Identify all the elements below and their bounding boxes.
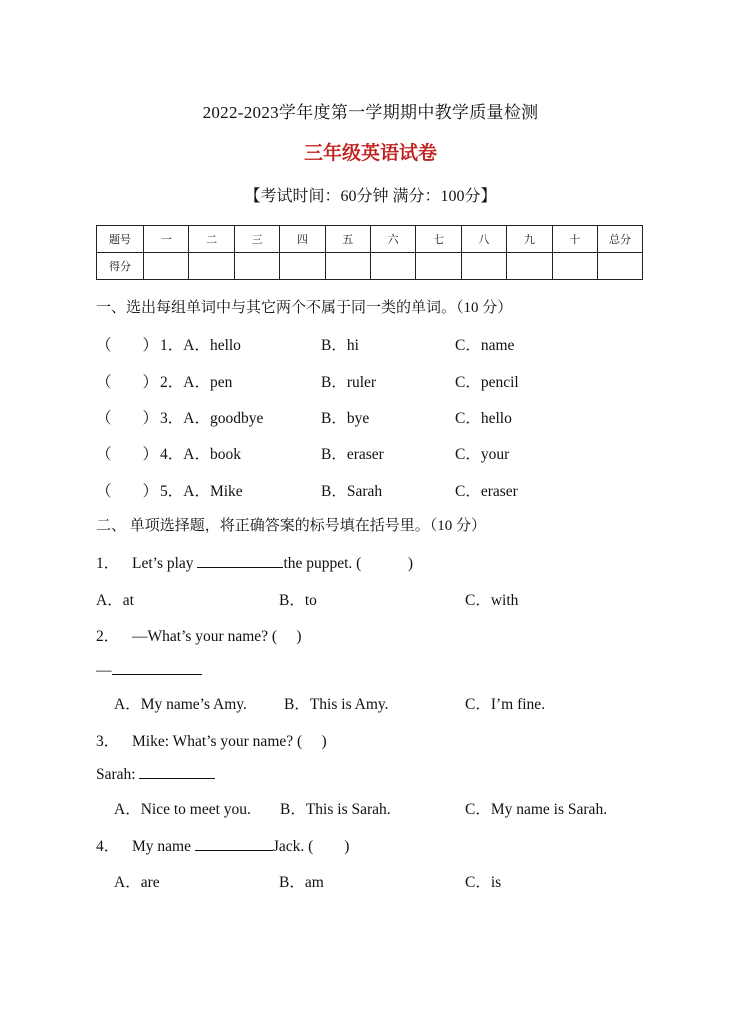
exam-subtitle: 三年级英语试卷 xyxy=(303,143,437,164)
answer-paren[interactable]: （ ） xyxy=(96,337,159,354)
reply-line xyxy=(96,660,202,680)
question-text-pre: My name xyxy=(132,838,195,855)
score-table-cell: 二 xyxy=(189,226,234,253)
score-table-score-row xyxy=(97,253,643,280)
score-cell-blank[interactable] xyxy=(461,253,506,280)
score-table-header-row xyxy=(97,226,643,253)
option-c: C．with xyxy=(465,592,519,609)
option-b: B．to xyxy=(279,592,317,609)
option-c: C．is xyxy=(465,874,502,891)
score-table-cell: 七 xyxy=(416,226,461,253)
question-option-a: 4．A．book xyxy=(160,446,241,463)
score-cell-blank[interactable] xyxy=(416,253,461,280)
score-cell-blank[interactable] xyxy=(144,253,189,280)
option-a: A．at xyxy=(96,592,134,609)
question-option-a: 1．A．hello xyxy=(160,337,241,354)
question-number: 1． xyxy=(96,555,120,572)
option-b: B．This is Amy. xyxy=(284,696,389,713)
question-option-c: C．eraser xyxy=(455,483,518,500)
score-table-cell: 总分 xyxy=(598,226,643,253)
score-table-cell: 题号 xyxy=(97,226,144,253)
reply-dash: — xyxy=(96,662,112,679)
answer-blank[interactable] xyxy=(195,836,273,851)
question-text: —What’s your name? ( ) xyxy=(132,628,302,645)
option-a: A．My name’s Amy. xyxy=(114,696,247,713)
question-option-a: 2．A．pen xyxy=(160,374,233,391)
exam-info: 【考试时间：60分钟 满分：100分】 xyxy=(244,188,497,205)
score-cell-blank[interactable] xyxy=(325,253,370,280)
score-table-cell: 八 xyxy=(461,226,506,253)
score-cell-blank[interactable] xyxy=(370,253,415,280)
question-option-c: C．name xyxy=(455,337,515,354)
reply-line xyxy=(96,764,215,784)
section2-heading: 二、 单项选择题，将正确答案的标号填在括号里。（10 分） xyxy=(96,518,487,534)
question-text-post: the puppet. ( ) xyxy=(283,555,414,572)
score-table xyxy=(96,225,643,280)
reply-speaker: Sarah: xyxy=(96,766,140,783)
score-table-cell: 五 xyxy=(325,226,370,253)
question-number: 3． xyxy=(96,733,120,750)
answer-paren[interactable]: （ ） xyxy=(96,446,159,463)
score-table-cell: 四 xyxy=(280,226,325,253)
score-cell-blank[interactable] xyxy=(552,253,597,280)
question-option-c: C．hello xyxy=(455,410,512,427)
score-table-cell: 一 xyxy=(144,226,189,253)
section1-heading: 一、选出每组单词中与其它两个不属于同一类的单词。（10 分） xyxy=(96,300,513,316)
score-cell-blank[interactable] xyxy=(598,253,643,280)
answer-blank[interactable] xyxy=(139,764,215,779)
question-text xyxy=(132,834,349,856)
question-number: 2． xyxy=(96,628,120,645)
score-table-cell: 得分 xyxy=(97,253,144,280)
answer-paren[interactable]: （ ） xyxy=(96,483,159,500)
option-b: B．This is Sarah. xyxy=(280,801,391,818)
score-cell-blank[interactable] xyxy=(189,253,234,280)
question-option-b: B．bye xyxy=(321,410,370,427)
question-number: 4． xyxy=(96,838,120,855)
answer-blank[interactable] xyxy=(197,553,283,568)
score-table-cell: 九 xyxy=(507,226,552,253)
question-option-a: 3．A．goodbye xyxy=(160,410,264,427)
option-a: A．are xyxy=(114,874,160,891)
exam-title: 2022-2023学年度第一学期期中教学质量检测 xyxy=(202,103,539,122)
question-option-b: B．hi xyxy=(321,337,359,354)
score-table-cell: 三 xyxy=(234,226,279,253)
answer-blank[interactable] xyxy=(112,660,202,675)
score-cell-blank[interactable] xyxy=(507,253,552,280)
option-b: B．am xyxy=(279,874,324,891)
question-text-pre: Let’s play xyxy=(132,555,198,572)
option-a: A．Nice to meet you. xyxy=(114,801,251,818)
score-cell-blank[interactable] xyxy=(234,253,279,280)
answer-paren[interactable]: （ ） xyxy=(96,374,159,391)
question-option-b: B．ruler xyxy=(321,374,377,391)
question-option-c: C．your xyxy=(455,446,510,463)
option-c: C．I’m fine. xyxy=(465,696,546,713)
score-table-cell: 六 xyxy=(370,226,415,253)
question-text xyxy=(132,551,413,573)
answer-paren[interactable]: （ ） xyxy=(96,410,159,427)
question-text-post: Jack. ( ) xyxy=(272,838,350,855)
question-option-c: C．pencil xyxy=(455,374,519,391)
question-option-b: B．eraser xyxy=(321,446,384,463)
score-table-cell: 十 xyxy=(552,226,597,253)
score-cell-blank[interactable] xyxy=(280,253,325,280)
option-c: C．My name is Sarah. xyxy=(465,801,608,818)
question-option-b: B．Sarah xyxy=(321,483,383,500)
question-option-a: 5．A．Mike xyxy=(160,483,243,500)
question-text: Mike: What’s your name? ( ) xyxy=(132,733,327,750)
